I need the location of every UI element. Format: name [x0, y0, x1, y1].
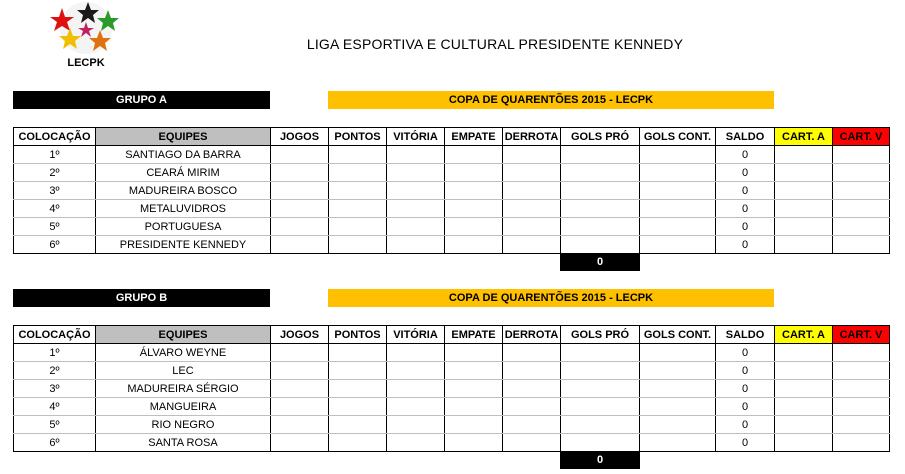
saldo-cell: 0: [716, 236, 775, 254]
team-cell: PRESIDENTE KENNEDY: [96, 236, 271, 254]
pontos-cell: [329, 362, 387, 380]
col-gols-pro: GOLS PRÓ: [561, 326, 640, 344]
vitoria-cell: [387, 236, 445, 254]
derrota-cell: [503, 218, 561, 236]
cart-a-cell: [775, 200, 833, 218]
cart-v-cell: [833, 146, 890, 164]
vitoria-cell: [387, 362, 445, 380]
gols-pro-cell: [561, 182, 640, 200]
group-b-cup-title: COPA DE QUARENTÕES 2015 - LECPK: [328, 289, 774, 307]
cart-v-cell: [833, 398, 890, 416]
table-row: [14, 182, 890, 200]
col-gols-cont: GOLS CONT.: [640, 326, 716, 344]
pontos-cell: [329, 344, 387, 362]
gols-cont-cell: [640, 380, 716, 398]
gols-pro-cell: [561, 416, 640, 434]
empate-cell: [445, 380, 503, 398]
vitoria-cell: [387, 182, 445, 200]
vitoria-cell: [387, 344, 445, 362]
cart-v-cell: [833, 218, 890, 236]
col-pontos: PONTOS: [329, 326, 387, 344]
jogos-cell: [271, 380, 329, 398]
gols-pro-cell: [561, 200, 640, 218]
cart-a-cell: [775, 182, 833, 200]
cart-a-cell: [775, 434, 833, 452]
col-derrota: DERROTA: [503, 326, 561, 344]
saldo-cell: 0: [716, 362, 775, 380]
col-gols-pro: GOLS PRÓ: [561, 128, 640, 146]
position-cell: 1º: [14, 146, 96, 164]
pontos-cell: [329, 146, 387, 164]
table-row: [14, 344, 890, 362]
empate-cell: [445, 218, 503, 236]
empate-cell: [445, 434, 503, 452]
page-title: LIGA ESPORTIVA E CULTURAL PRESIDENTE KENNEDY: [306, 36, 684, 52]
col-jogos: JOGOS: [271, 326, 329, 344]
position-cell: 2º: [14, 362, 96, 380]
col-cart-v: CART. V: [833, 128, 890, 146]
cart-v-cell: [833, 416, 890, 434]
empate-cell: [445, 200, 503, 218]
saldo-cell: 0: [716, 200, 775, 218]
cart-a-cell: [775, 164, 833, 182]
cart-a-cell: [775, 344, 833, 362]
position-cell: 3º: [14, 182, 96, 200]
derrota-cell: [503, 200, 561, 218]
saldo-cell: 0: [716, 164, 775, 182]
col-saldo: SALDO: [716, 128, 775, 146]
saldo-cell: 0: [716, 344, 775, 362]
cart-a-cell: [775, 398, 833, 416]
logo-emblem-icon: [48, 0, 124, 72]
col-cart-a: CART. A: [775, 128, 833, 146]
pontos-cell: [329, 434, 387, 452]
vitoria-cell: [387, 218, 445, 236]
derrota-cell: [503, 164, 561, 182]
jogos-cell: [271, 182, 329, 200]
saldo-cell: 0: [716, 146, 775, 164]
cart-a-cell: [775, 236, 833, 254]
cart-v-cell: [833, 362, 890, 380]
pontos-cell: [329, 416, 387, 434]
empate-cell: [445, 416, 503, 434]
gols-pro-cell: [561, 380, 640, 398]
col-jogos: JOGOS: [271, 128, 329, 146]
jogos-cell: [271, 398, 329, 416]
col-saldo: SALDO: [716, 326, 775, 344]
table-row: [14, 398, 890, 416]
position-cell: 5º: [14, 218, 96, 236]
gols-pro-cell: [561, 236, 640, 254]
position-cell: 5º: [14, 416, 96, 434]
gols-pro-cell: [561, 344, 640, 362]
pontos-cell: [329, 236, 387, 254]
vitoria-cell: [387, 164, 445, 182]
col-colocacao: COLOCAÇÃO: [14, 326, 96, 344]
group-a-total: 0: [560, 254, 640, 271]
col-pontos: PONTOS: [329, 128, 387, 146]
col-equipes: EQUIPES: [96, 128, 271, 146]
col-cart-a: CART. A: [775, 326, 833, 344]
derrota-cell: [503, 380, 561, 398]
cart-v-cell: [833, 200, 890, 218]
position-cell: 1º: [14, 344, 96, 362]
pontos-cell: [329, 164, 387, 182]
empate-cell: [445, 362, 503, 380]
saldo-cell: 0: [716, 434, 775, 452]
derrota-cell: [503, 416, 561, 434]
gols-cont-cell: [640, 200, 716, 218]
gols-cont-cell: [640, 416, 716, 434]
gols-pro-cell: [561, 164, 640, 182]
gols-cont-cell: [640, 218, 716, 236]
jogos-cell: [271, 416, 329, 434]
vitoria-cell: [387, 398, 445, 416]
jogos-cell: [271, 146, 329, 164]
table-row: [14, 146, 890, 164]
gols-pro-cell: [561, 434, 640, 452]
derrota-cell: [503, 398, 561, 416]
jogos-cell: [271, 218, 329, 236]
cart-v-cell: [833, 344, 890, 362]
cart-a-cell: [775, 416, 833, 434]
table-row: [14, 362, 890, 380]
team-cell: MANGUEIRA: [96, 398, 271, 416]
jogos-cell: [271, 200, 329, 218]
saldo-cell: 0: [716, 218, 775, 236]
cart-a-cell: [775, 146, 833, 164]
pontos-cell: [329, 218, 387, 236]
table-row: [14, 416, 890, 434]
position-cell: 6º: [14, 236, 96, 254]
derrota-cell: [503, 182, 561, 200]
group-a-table: [13, 127, 890, 254]
col-empate: EMPATE: [445, 128, 503, 146]
pontos-cell: [329, 200, 387, 218]
empate-cell: [445, 164, 503, 182]
jogos-cell: [271, 164, 329, 182]
cart-a-cell: [775, 362, 833, 380]
saldo-cell: 0: [716, 398, 775, 416]
empate-cell: [445, 236, 503, 254]
table-row: [14, 380, 890, 398]
vitoria-cell: [387, 146, 445, 164]
col-gols-cont: GOLS CONT.: [640, 128, 716, 146]
pontos-cell: [329, 182, 387, 200]
gols-pro-cell: [561, 398, 640, 416]
cart-v-cell: [833, 434, 890, 452]
group-b-total: 0: [560, 452, 640, 469]
gols-cont-cell: [640, 164, 716, 182]
empate-cell: [445, 344, 503, 362]
team-cell: ÁLVARO WEYNE: [96, 344, 271, 362]
gols-cont-cell: [640, 398, 716, 416]
col-vitoria: VITÓRIA: [387, 326, 445, 344]
team-cell: RIO NEGRO: [96, 416, 271, 434]
jogos-cell: [271, 236, 329, 254]
cart-a-cell: [775, 380, 833, 398]
col-derrota: DERROTA: [503, 128, 561, 146]
saldo-cell: 0: [716, 380, 775, 398]
pontos-cell: [329, 380, 387, 398]
jogos-cell: [271, 344, 329, 362]
table-row: [14, 164, 890, 182]
table-row: [14, 200, 890, 218]
gols-pro-cell: [561, 146, 640, 164]
empate-cell: [445, 398, 503, 416]
team-cell: PORTUGUESA: [96, 218, 271, 236]
derrota-cell: [503, 434, 561, 452]
team-cell: SANTA ROSA: [96, 434, 271, 452]
lecpk-logo: [48, 0, 124, 72]
group-a-label: GRUPO A: [13, 91, 270, 109]
gols-pro-cell: [561, 218, 640, 236]
vitoria-cell: [387, 200, 445, 218]
gols-pro-cell: [561, 362, 640, 380]
jogos-cell: [271, 362, 329, 380]
table-header-row: [14, 128, 890, 146]
table-row: [14, 434, 890, 452]
logo-text: LECPK: [67, 57, 105, 69]
team-cell: MADUREIRA SÉRGIO: [96, 380, 271, 398]
position-cell: 4º: [14, 200, 96, 218]
empate-cell: [445, 182, 503, 200]
team-cell: LEC: [96, 362, 271, 380]
col-empate: EMPATE: [445, 326, 503, 344]
position-cell: 6º: [14, 434, 96, 452]
gols-cont-cell: [640, 434, 716, 452]
gols-cont-cell: [640, 344, 716, 362]
derrota-cell: [503, 236, 561, 254]
pontos-cell: [329, 398, 387, 416]
position-cell: 3º: [14, 380, 96, 398]
table-row: [14, 236, 890, 254]
cart-v-cell: [833, 164, 890, 182]
gols-cont-cell: [640, 146, 716, 164]
jogos-cell: [271, 434, 329, 452]
group-a-cup-title: COPA DE QUARENTÕES 2015 - LECPK: [328, 91, 774, 109]
team-cell: SANTIAGO DA BARRA: [96, 146, 271, 164]
position-cell: 2º: [14, 164, 96, 182]
derrota-cell: [503, 146, 561, 164]
position-cell: 4º: [14, 398, 96, 416]
table-header-row: [14, 326, 890, 344]
col-equipes: EQUIPES: [96, 326, 271, 344]
vitoria-cell: [387, 380, 445, 398]
empate-cell: [445, 146, 503, 164]
team-cell: METALUVIDROS: [96, 200, 271, 218]
col-cart-v: CART. V: [833, 326, 890, 344]
group-b-table: [13, 325, 890, 452]
vitoria-cell: [387, 434, 445, 452]
gols-cont-cell: [640, 362, 716, 380]
cart-v-cell: [833, 182, 890, 200]
vitoria-cell: [387, 416, 445, 434]
saldo-cell: 0: [716, 416, 775, 434]
col-vitoria: VITÓRIA: [387, 128, 445, 146]
gols-cont-cell: [640, 182, 716, 200]
team-cell: CEARÁ MIRIM: [96, 164, 271, 182]
cart-v-cell: [833, 236, 890, 254]
group-b-label: GRUPO B: [13, 289, 270, 307]
derrota-cell: [503, 362, 561, 380]
gols-cont-cell: [640, 236, 716, 254]
cart-v-cell: [833, 380, 890, 398]
team-cell: MADUREIRA BOSCO: [96, 182, 271, 200]
derrota-cell: [503, 344, 561, 362]
table-row: [14, 218, 890, 236]
saldo-cell: 0: [716, 182, 775, 200]
col-colocacao: COLOCAÇÃO: [14, 128, 96, 146]
cart-a-cell: [775, 218, 833, 236]
